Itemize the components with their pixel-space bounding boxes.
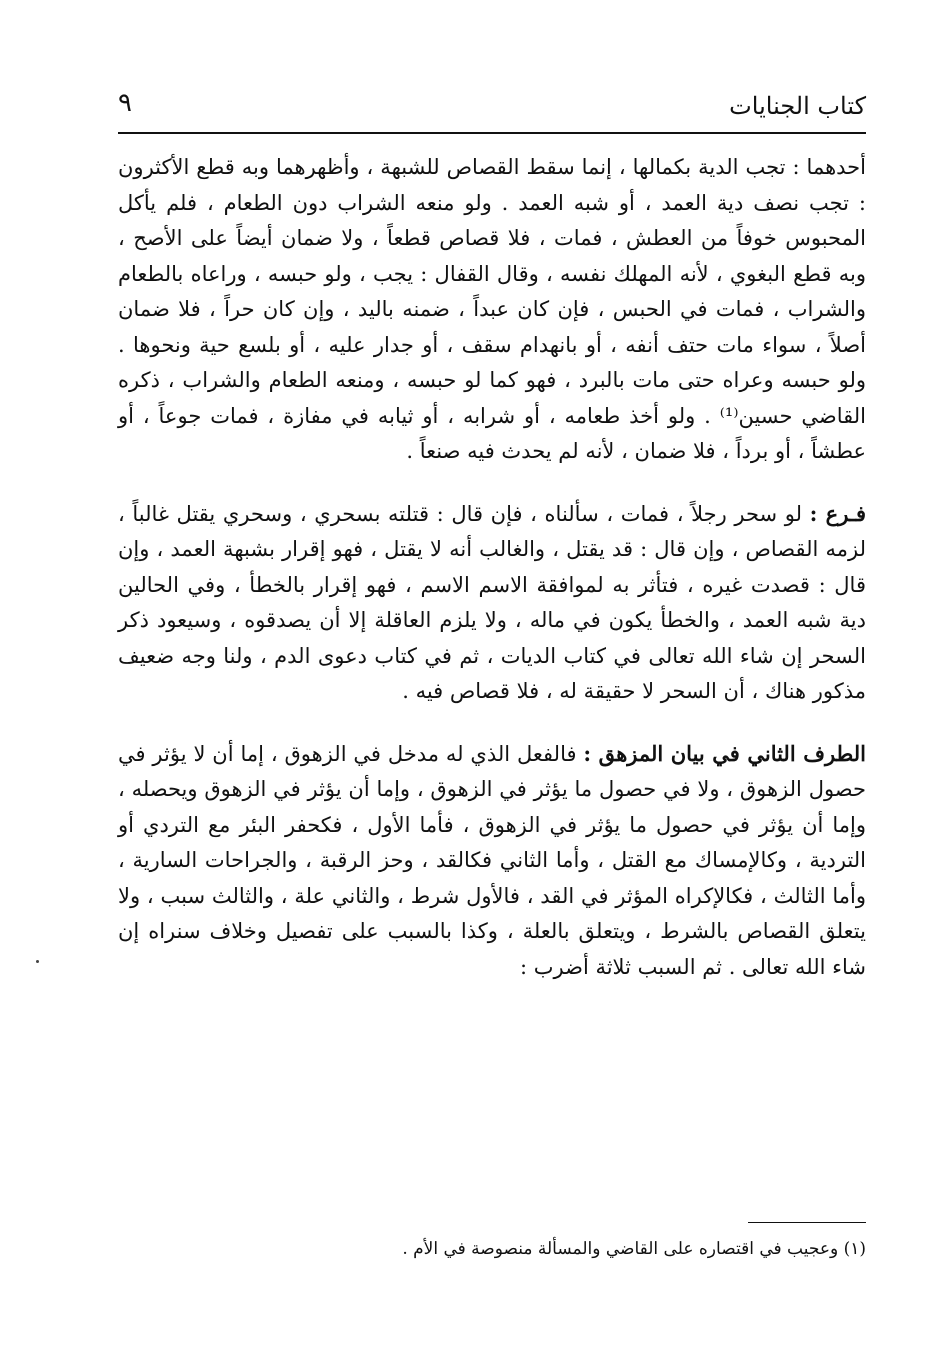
scan-speck [36, 960, 39, 963]
paragraph-3-heading: الطرف الثاني في بيان المزهق : [583, 740, 867, 766]
footnote: (١) وعجيب في اقتصاره على القاضي والمسألة منصوصة في الأم . [402, 1239, 866, 1259]
header-rule [118, 132, 866, 134]
running-title: كتاب الجنايات [729, 92, 866, 120]
page-header [118, 88, 866, 128]
paragraph-2 [118, 496, 866, 710]
paragraph-3 [118, 736, 866, 986]
paragraph-1-text: أحدهما : تجب الدية بكمالها ، إنما سقط القصاص للشبهة ، وأظهرهما وبه قطع الأكثرون : تجب نصف دية العمد ، أو شبه العمد . ولو منعه الشراب دون الطعام ، فلم يأكل المحبوس خوفاً من العطش ، فمات ، فلا قصاص قطعاً ، ولا ضمان أيضاً على الأصح ، وبه قطع البغوي ، لأنه المهلك نفسه ، وقال القفال : يجب ، ولو حبسه ، وراعاه بالطعام والشراب ، فمات في الحبس ، فإن كان عبداً ، ضمنه باليد ، وإن كان حراً ، فلا ضمان أصلاً ، سواء مات حتف أنفه ، أو بانهدام سقف ، أو جدار عليه ، أو بلسع حية ونحوها . ولو حبسه وعراه حتى مات بالبرد ، فهو كما لو حبسه ، ومنعه الطعام والشراب ، ذكره القاضي حسين⁽¹⁾ . ولو أخذ طعامه ، أو شرابه ، أو ثيابه في مفازة ، فمات جوعاً ، أو عطشاً ، أو برداً ، فلا ضمان ، لأنه لم يحدث فيه صنعاً . [118, 155, 866, 463]
paragraph-2-text: لو سحر رجلاً ، فمات ، سألناه ، فإن قال : قتلته بسحري ، وسحري يقتل غالباً ، لزمه القصاص ، وإن قال : قد يقتل ، والغالب أنه لا يقتل ، فهو إقرار بشبهة العمد ، وإن قال : قصدت غيره ، فتأثر به لموافقة الاسم الاسم ، فهو إقرار بالخطأ ، وفي الحالين دية شبه العمد ، والخطأ يكون في ماله ، ولا يلزم العاقلة إلا أن يصدقوه ، وسيعود ذكر السحر إن شاء الله تعالى في كتاب الديات ، ثم في كتاب دعوى الدم ، ولنا وجه ضعيف مذكور هناك ، أن السحر لا حقيقة له ، فلا قصاص فيه . [118, 501, 866, 703]
paragraph-1 [118, 150, 866, 470]
body-text [118, 150, 866, 985]
paragraph-2-heading: فـرع : [809, 500, 866, 526]
paragraph-3-text: فالفعل الذي له مدخل في الزهوق ، إما أن لا يؤثر في حصول الزهوق ، ولا في حصول ما يؤثر في الزهوق ، وإما أن يؤثر في الزهوق ويحصله ، وإما أن يؤثر في حصول ما يؤثر في الزهوق ، فأما الأول ، فكحفر البئر مع التردي أو التردية ، وكالإمساك مع القتل ، وأما الثاني فكالقد ، وحز الرقبة ، والجراحات السارية ، وأما الثالث ، فكالإكراه المؤثر في القد ، فالأول شرط ، والثاني علة ، والثالث سبب ، ولا يتعلق القصاص بالشرط ، ويتعلق بالعلة ، وكذا بالسبب على تفصيل وخلاف سنراه إن شاء الله تعالى . ثم السبب ثلاثة أضرب : [118, 741, 866, 979]
footnote-rule [748, 1222, 866, 1223]
page-number: ٩ [118, 88, 132, 118]
